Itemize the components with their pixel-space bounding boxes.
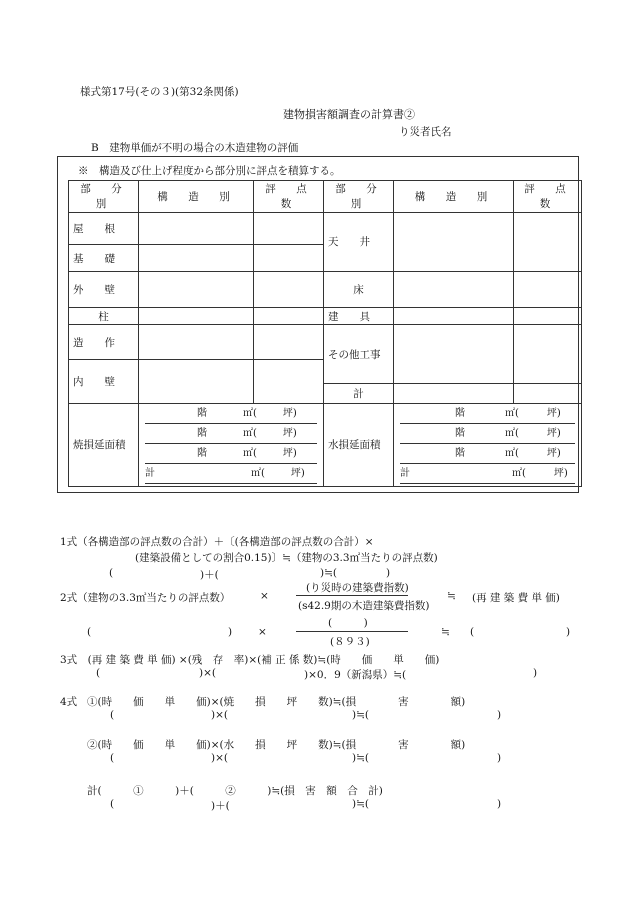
- total-blank-plus: )＋(: [211, 800, 230, 812]
- part-exterior-wall: 外 壁: [69, 272, 139, 308]
- part-floor: 床: [324, 272, 394, 308]
- part-fittings: 建 具: [324, 308, 394, 325]
- formula-2-blank-close: ): [228, 626, 233, 638]
- floor-score-cell[interactable]: [514, 272, 582, 308]
- formula-2-blank-result-close: ): [566, 626, 571, 638]
- exterior-wall-structure-cell[interactable]: [139, 272, 254, 308]
- formula-1-blank-plus: )＋(: [200, 569, 219, 581]
- ceiling-structure-cell[interactable]: [394, 212, 514, 272]
- part-roof: 屋 根: [69, 212, 139, 245]
- formula-2-blank-numerator: ( ): [328, 617, 368, 629]
- formula-2-numerator: (り災時の建築費指数): [306, 582, 409, 594]
- formula-4-1-blank-times: )×(: [211, 709, 228, 721]
- formula-1-blank-close: ): [386, 567, 391, 579]
- formula-3-blank-times: )×(: [199, 667, 216, 679]
- water-area-lines: [394, 403, 582, 486]
- form-number: 様式第17号(その３)(第32条関係): [80, 86, 239, 98]
- formula-1-blank-open: (: [109, 567, 114, 579]
- formula-3-blank-close: ): [533, 667, 538, 679]
- water-floor-line[interactable]: 階 ㎡( 坪): [400, 425, 575, 444]
- formula-2-approx: ≒: [447, 590, 456, 602]
- water-floor-line[interactable]: 階 ㎡( 坪): [400, 445, 575, 464]
- formula-4-1-blank-approx: )≒(: [352, 709, 369, 721]
- total-blank-approx: )≒(: [352, 798, 369, 810]
- part-woodwork: 造 作: [69, 325, 139, 360]
- formula-4-2-blank-close: ): [497, 752, 502, 764]
- other-work-structure-cell[interactable]: [394, 325, 514, 384]
- total-structure-cell: [394, 384, 514, 403]
- formula-2-blank-fraction-bar: [296, 631, 408, 632]
- formula-4-2-blank-times: )×(: [211, 752, 228, 764]
- formula-2-blank-open: (: [87, 626, 92, 638]
- ceiling-score-cell[interactable]: [514, 212, 582, 272]
- pillar-structure-cell[interactable]: [139, 308, 254, 325]
- interior-wall-structure-cell[interactable]: [139, 359, 254, 403]
- col-header-part-right: 部 分 別: [324, 181, 394, 213]
- water-floor-line[interactable]: 階 ㎡( 坪): [400, 405, 575, 424]
- formula-2-blank-times: ×: [258, 626, 267, 638]
- formula-4-2-blank-open: (: [110, 752, 115, 764]
- formula-1-line1: 1式（各構造部の評点数の合計）＋〔(各構造部の評点数の合計）×: [60, 536, 374, 548]
- formula-2-times: ×: [260, 590, 269, 602]
- exterior-wall-score-cell[interactable]: [254, 272, 324, 308]
- part-interior-wall: 内 壁: [69, 359, 139, 403]
- formula-1-line2: (建築設備としての割合0.15)〕≒（建物の3.3㎡当たりの評点数): [135, 552, 438, 564]
- formula-4-1-blank-close: ): [497, 709, 502, 721]
- water-total-line[interactable]: 計 ㎡( 坪): [400, 465, 575, 484]
- part-foundation: 基 礎: [69, 245, 139, 272]
- formula-4-2-line1: ②(時 価 単 価)×(水 損 坪 数)≒(損 害 額): [87, 739, 466, 751]
- formula-4-2-blank-approx: )≒(: [352, 752, 369, 764]
- roof-structure-cell[interactable]: [139, 212, 254, 245]
- formula-2-blank-approx: ≒: [441, 626, 450, 638]
- burn-total-line[interactable]: 計 ㎡( 坪): [145, 465, 317, 484]
- burn-floor-line[interactable]: 階 ㎡( 坪): [145, 445, 317, 464]
- part-ceiling: 天 井: [324, 212, 394, 272]
- formula-1-blank-approx: )≒(: [320, 567, 337, 579]
- pillar-score-cell[interactable]: [254, 308, 324, 325]
- burn-floor-line[interactable]: 階 ㎡( 坪): [145, 405, 317, 424]
- formula-3-line1: 3式 (再 建 築 費 単 価) ×(残 存 率)×(補 正 係 数)≒(時 価 単 価): [60, 654, 440, 666]
- table-note: ※ 構造及び仕上げ程度から部分別に評点を積算する。: [78, 165, 341, 177]
- part-total-right: 計: [324, 384, 394, 403]
- formula-2-label: 2式（建物の3.3㎡当たりの評点数）: [60, 592, 231, 604]
- col-header-part-left: 部 分 別: [69, 181, 139, 213]
- col-header-structure-left: 構 造 別: [139, 181, 254, 213]
- header-row: [69, 181, 582, 213]
- col-header-score-left: 評 点 数: [254, 181, 324, 213]
- formula-4-label: 4式: [60, 696, 78, 708]
- col-header-score-right: 評 点 数: [514, 181, 582, 213]
- interior-wall-score-cell[interactable]: [254, 359, 324, 403]
- formula-4-1-line1: ①(時 価 単 価)×(焼 損 坪 数)≒(損 害 額): [87, 696, 466, 708]
- fittings-structure-cell[interactable]: [394, 308, 514, 325]
- foundation-score-cell[interactable]: [254, 245, 324, 272]
- evaluation-table: [68, 180, 587, 487]
- total-line1: 計( ① )＋( ② )≒(損 害 額 合 計): [87, 785, 383, 797]
- formula-3-blank-factor: )×0．9（新潟県）≒(: [304, 669, 407, 681]
- victim-name-label: り災者氏名: [399, 126, 452, 138]
- roof-score-cell[interactable]: [254, 212, 324, 245]
- formula-2-result: (再 建 築 費 単 価): [472, 592, 560, 604]
- total-score-cell[interactable]: [514, 384, 582, 403]
- fittings-score-cell[interactable]: [514, 308, 582, 325]
- formula-4-1-blank-open: (: [110, 709, 115, 721]
- document-title: 建物損害額調査の計算書②: [283, 108, 415, 121]
- section-heading: B 建物単価が不明の場合の木造建物の評価: [91, 142, 299, 154]
- formula-2-denominator: (s42.9期の木造建築費指数): [298, 600, 430, 612]
- woodwork-structure-cell[interactable]: [139, 325, 254, 360]
- total-blank-open: (: [110, 798, 115, 810]
- part-pillar: 柱: [69, 308, 139, 325]
- water-area-label: 水損延面積: [324, 403, 394, 486]
- formula-2-fraction-bar: [296, 595, 408, 596]
- other-work-score-cell[interactable]: [514, 325, 582, 384]
- burn-area-label: 焼損延面積: [69, 403, 139, 486]
- formula-3-blank-open: (: [96, 667, 101, 679]
- formula-2-blank-result-open: (: [470, 626, 475, 638]
- part-other-work: その他工事: [324, 325, 394, 384]
- burn-floor-line[interactable]: 階 ㎡( 坪): [145, 425, 317, 444]
- formula-2-blank-denominator: (８９３): [330, 636, 370, 648]
- foundation-structure-cell[interactable]: [139, 245, 254, 272]
- total-blank-close: ): [497, 798, 502, 810]
- floor-structure-cell[interactable]: [394, 272, 514, 308]
- burn-area-lines: [139, 403, 324, 486]
- col-header-structure-right: 構 造 別: [394, 181, 514, 213]
- woodwork-score-cell[interactable]: [254, 325, 324, 360]
